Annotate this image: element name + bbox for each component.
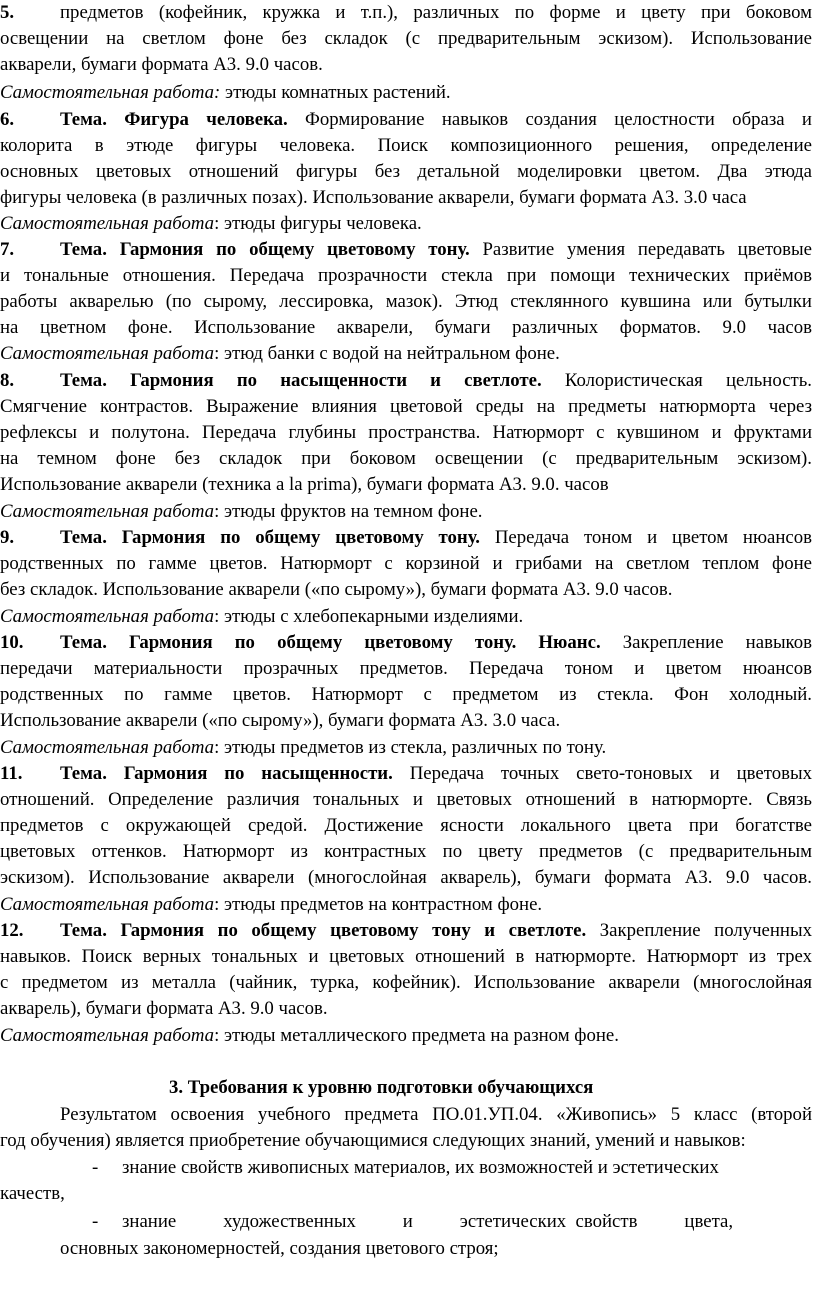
item-8-line-2: Смягчение контрастов. Выражение влияния цветовой среды на предметы натюрморта через bbox=[0, 396, 812, 417]
self-work-label: Самостоятельная работа bbox=[0, 501, 215, 522]
self-work-6 bbox=[0, 211, 812, 237]
self-work-10 bbox=[0, 735, 812, 761]
item-8-line-4: на темном фоне без складок при боковом освещении (с предварительным эскизом). bbox=[0, 448, 812, 469]
self-work-label: Самостоятельная работа bbox=[0, 213, 215, 234]
item-7-line-3: работы акварелью (по сырому, лессировка, мазок). Этюд стеклянного кувшина или бутылки bbox=[0, 291, 812, 312]
self-work-label: Самостоятельная работа bbox=[0, 737, 215, 758]
bullet-dash: - bbox=[92, 1157, 99, 1178]
item-6-line-3: основных цветовых отношений фигуры без детальной моделировки цветом. Два этюда bbox=[0, 161, 812, 182]
item-topic: Тема. Гармония по общему цветовому тону. bbox=[60, 239, 470, 260]
bullet-dash: - bbox=[92, 1211, 99, 1232]
self-work-label: Самостоятельная работа bbox=[0, 606, 215, 627]
self-work-label: Самостоятельная работа bbox=[0, 343, 215, 364]
item-number: 5. bbox=[0, 2, 15, 23]
item-topic: Тема. Гармония по насыщенности и светлоте. bbox=[60, 370, 542, 391]
bullet-1-line-2: качеств, bbox=[0, 1183, 65, 1204]
item-text: Развитие умения передавать цветовые bbox=[469, 239, 812, 260]
item-number: 11. bbox=[0, 763, 23, 784]
item-8-line-3: рефлексы и полутона. Передача глубины пространства. Натюрморт с кувшином и фруктами bbox=[0, 422, 812, 443]
item-11-line-3: предметов с окружающей средой. Достижение ясности локального цвета при богатстве bbox=[0, 815, 812, 836]
section-intro-line-1: Результатом освоения учебного предмета ПО.01.УП.04. «Живопись» 5 класс (второй bbox=[60, 1104, 812, 1125]
item-6-line-1 bbox=[0, 107, 812, 133]
self-work-text: : этюды предметов из стекла, различных по тону. bbox=[214, 737, 607, 758]
item-topic: Тема. Фигура человека. bbox=[60, 109, 288, 130]
item-number: 8. bbox=[0, 370, 15, 391]
item-topic: Тема. Гармония по общему цветовому тону. bbox=[60, 527, 480, 548]
self-work-text: : этюды фруктов на темном фоне. bbox=[214, 501, 483, 522]
item-text: Закрепление полученных bbox=[586, 920, 812, 941]
item-11-line-1 bbox=[0, 761, 812, 787]
bullet-text: знание художественных и эстетических свойств цвета, bbox=[122, 1211, 734, 1232]
self-work-text: : этюды предметов на контрастном фоне. bbox=[214, 894, 543, 915]
self-work-12 bbox=[0, 1023, 812, 1049]
item-11-line-4: цветовых оттенков. Натюрморт из контрастных по цвету предметов (с предварительным bbox=[0, 841, 812, 862]
item-text: Колористическая цельность. bbox=[541, 370, 812, 391]
item-text: предметов (кофейник, кружка и т.п.), различных по форме и цвету при боковом bbox=[60, 2, 812, 23]
item-number: 7. bbox=[0, 239, 15, 260]
self-work-label: Самостоятельная работа: bbox=[0, 82, 221, 103]
item-8-line-1 bbox=[0, 368, 812, 394]
bullet-2-line-1 bbox=[92, 1209, 812, 1235]
self-work-7 bbox=[0, 341, 812, 367]
section-intro-line-2: год обучения) является приобретение обучающимися следующих знаний, умений и навыков: bbox=[0, 1130, 746, 1151]
item-topic: Тема. Гармония по общему цветовому тону. Нюанс. bbox=[60, 632, 601, 653]
item-9-line-3: без складок. Использование акварели («по сырому»), бумаги формата А3. 9.0 часов. bbox=[0, 579, 673, 600]
item-topic: Тема. Гармония по насыщенности. bbox=[60, 763, 393, 784]
item-12-line-1 bbox=[0, 918, 812, 944]
self-work-text: этюды комнатных растений. bbox=[220, 82, 451, 103]
item-6-line-2: колорита в этюде фигуры человека. Поиск композиционного решения, определение bbox=[0, 135, 812, 156]
item-6-line-4: фигуры человека (в различных позах). Использование акварели, бумаги формата А3. 3.0 часа bbox=[0, 187, 747, 208]
section-heading: 3. Требования к уровню подготовки обучающихся bbox=[169, 1077, 594, 1098]
self-work-label: Самостоятельная работа bbox=[0, 1025, 215, 1046]
self-work-text: : этюды с хлебопекарными изделиями. bbox=[214, 606, 524, 627]
item-text: Передача тоном и цветом нюансов bbox=[479, 527, 812, 548]
item-topic: Тема. Гармония по общему цветовому тону и светлоте. bbox=[60, 920, 587, 941]
item-10-line-3: родственных по гамме цветов. Натюрморт с предметом из стекла. Фон холодный. bbox=[0, 684, 812, 705]
item-12-line-4: акварель), бумаги формата А3. 9.0 часов. bbox=[0, 998, 328, 1019]
item-10-line-2: передачи материальности прозрачных предметов. Передача тоном и цветом нюансов bbox=[0, 658, 812, 679]
item-7-line-1 bbox=[0, 237, 812, 263]
self-work-8 bbox=[0, 499, 812, 525]
item-number: 12. bbox=[0, 920, 24, 941]
item-number: 9. bbox=[0, 527, 15, 548]
item-5-line-2: освещении на светлом фоне без складок (с предварительным эскизом). Использование bbox=[0, 28, 812, 49]
item-9-line-1 bbox=[0, 525, 812, 551]
bullet-2-line-2: основных закономерностей, создания цветового строя; bbox=[60, 1238, 499, 1259]
item-number: 10. bbox=[0, 632, 24, 653]
item-7-line-2: и тональные отношения. Передача прозрачности стекла при помощи технических приёмов bbox=[0, 265, 812, 286]
self-work-label: Самостоятельная работа bbox=[0, 894, 215, 915]
item-10-line-1 bbox=[0, 630, 812, 656]
self-work-text: : этюды фигуры человека. bbox=[214, 213, 422, 234]
item-9-line-2: родственных по гамме цветов. Натюрморт с корзиной и грибами на светлом теплом фоне bbox=[0, 553, 812, 574]
bullet-1-line-1 bbox=[92, 1155, 812, 1181]
item-8-line-5: Использование акварели (техника a la prima), бумаги формата А3. 9.0. часов bbox=[0, 474, 609, 495]
self-work-text: : этюд банки с водой на нейтральном фоне. bbox=[214, 343, 560, 364]
item-number: 6. bbox=[0, 109, 15, 130]
self-work-text: : этюды металлического предмета на разном фоне. bbox=[214, 1025, 619, 1046]
item-11-line-5: эскизом). Использование акварели (многослойная акварель), бумаги формата А3. 9.0 часов. bbox=[0, 867, 812, 888]
item-10-line-4: Использование акварели («по сырому»), бумаги формата А3. 3.0 часа. bbox=[0, 710, 561, 731]
self-work-9 bbox=[0, 604, 812, 630]
item-12-line-2: навыков. Поиск верных тональных и цветовых отношений в натюрморте. Натюрморт из трех bbox=[0, 946, 812, 967]
item-text: Передача точных свето-тоновых и цветовых bbox=[392, 763, 812, 784]
item-5-line-1 bbox=[0, 0, 812, 26]
item-text: Формирование навыков создания целостности образа и bbox=[287, 109, 812, 130]
item-5-line-3: акварели, бумаги формата А3. 9.0 часов. bbox=[0, 54, 323, 75]
bullet-text: знание свойств живописных материалов, их возможностей и эстетических bbox=[122, 1157, 719, 1178]
item-11-line-2: отношений. Определение различия тональных и цветовых отношений в натюрморте. Связь bbox=[0, 789, 812, 810]
self-work-11 bbox=[0, 892, 812, 918]
item-text: Закрепление навыков bbox=[600, 632, 812, 653]
self-work-5 bbox=[0, 80, 812, 106]
item-7-line-4: на цветном фоне. Использование акварели, бумаги различных форматов. 9.0 часов bbox=[0, 317, 812, 338]
item-12-line-3: с предметом из металла (чайник, турка, кофейник). Использование акварели (многослойная bbox=[0, 972, 812, 993]
